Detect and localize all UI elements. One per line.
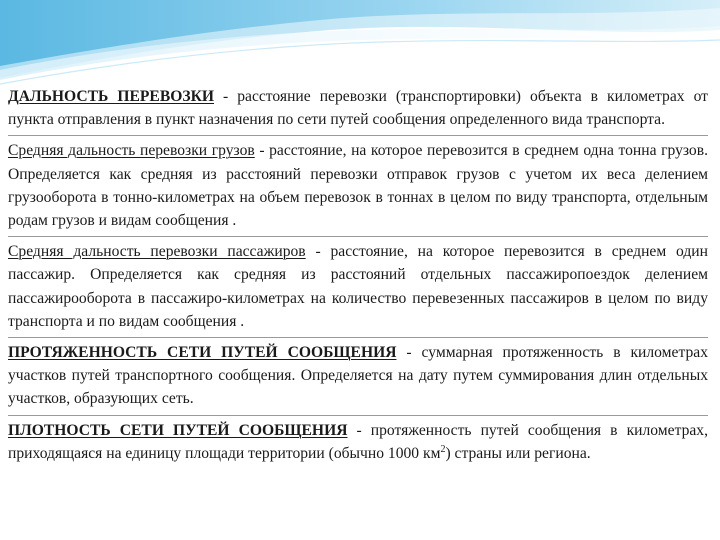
definition-text: - расстояние, на которое перевозится в среднем одна тонна грузов. Определяется как средняя из расстояний перевозки отправок грузов с учетом их веса делением грузооборота в тонно-километрах на объем перевозок в тоннах в целом по виду транспорта, отдельным родам грузов и видам сообщения . bbox=[8, 142, 708, 230]
definition-text: - протяженность путей сообщения в километрах, приходящаяся на единицу площади территории (обычно 1000 км bbox=[8, 421, 708, 462]
definitions-list bbox=[8, 83, 708, 469]
term-avg-cargo-distance: Средняя дальность перевозки грузов bbox=[8, 142, 255, 160]
term-network-length: ПРОТЯЖЕННОСТЬ СЕТИ ПУТЕЙ СООБЩЕНИЯ bbox=[8, 344, 397, 362]
definition-avg-cargo-distance bbox=[8, 135, 708, 236]
definition-network-length bbox=[8, 337, 708, 415]
term-haul-distance: ДАЛЬНОСТЬ ПЕРЕВОЗКИ bbox=[8, 88, 215, 105]
term-network-density: ПЛОТНОСТЬ СЕТИ ПУТЕЙ СООБЩЕНИЯ bbox=[8, 421, 348, 439]
definition-text-end: ) страны или региона. bbox=[445, 444, 591, 462]
definition-network-density bbox=[8, 415, 708, 469]
definition-haul-distance bbox=[8, 83, 708, 135]
definition-text: - расстояние перевозки (транспортировки) объекта в километрах от пункта отправления в пункт назначения по сети путей сообщения определенного вида транспорта. bbox=[8, 88, 708, 129]
definition-avg-passenger-distance bbox=[8, 236, 708, 337]
definition-text: - расстояние, на которое перевозится в среднем один пассажир. Определяется как средняя из расстояний отдельных пассажиропоездок делением пассажирооборота в пассажиро-километрах на количество перевезенных пассажиров в целом по виду транспорта и по видам сообщения . bbox=[8, 243, 708, 330]
term-avg-passenger-distance: Средняя дальность перевозки пассажиров bbox=[8, 243, 306, 261]
superscript-exponent: 2 bbox=[440, 443, 446, 455]
definition-text: - суммарная протяженность в километрах участков путей транспортного сообщения. Определяется на дату путем суммирования длин отдельных участков, образующих сеть. bbox=[8, 344, 708, 408]
